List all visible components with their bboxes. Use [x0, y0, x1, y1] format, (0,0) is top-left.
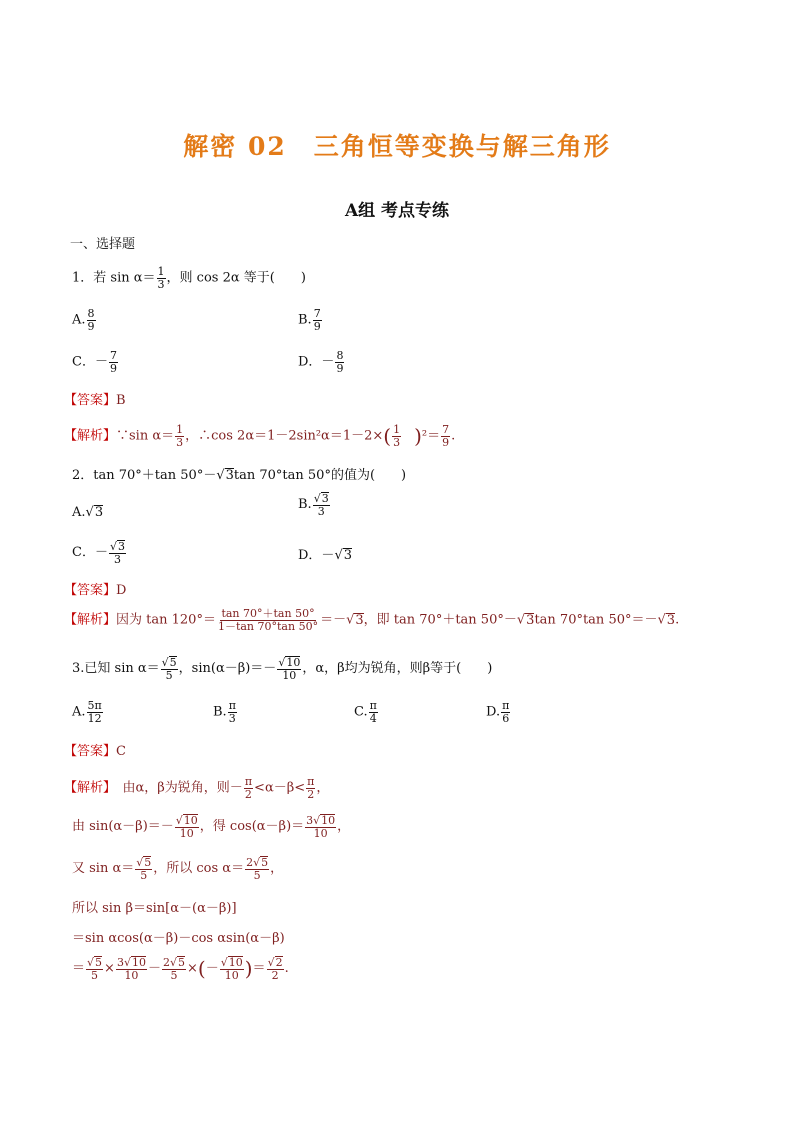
q1-analysis: 【解析】∵sin α＝ $\frac{1}{3}$ ，∴cos 2α＝1－2sin²α＝1－2×( $\frac{1}{3}$ )²＝ $\frac{7}{9}$ .: [64, 423, 456, 449]
q1-answer: 【答案】B: [64, 393, 126, 408]
question-1-stem: 1．若 sin α＝ $\frac{1}{3}$ ，则 cos 2α 等于( ): [72, 265, 306, 291]
group-heading: A组 考点专练: [344, 201, 450, 221]
q3-option-a[interactable]: A. $\frac{5\pi}{12}$: [72, 699, 102, 725]
q3-analysis-line-6: ＝ $\frac{√5}{5}$ × $\frac{3√10}{10}$ － $\frac{2√5}{5}$ ×(－ $\frac{√10}{10}$ )＝ $\frac{√2}{2}$ .: [72, 956, 289, 982]
q2-option-d[interactable]: D．－√3: [298, 548, 353, 563]
question-3-stem: 3.已知 sin α＝ $\frac{√5}{5}$ ，sin(α－β)＝－ $\frac{√10}{10}$ ，α，β均为锐角，则β等于( ): [72, 656, 493, 682]
q2-option-b[interactable]: B. $\frac{√3}{3}$: [298, 492, 329, 518]
q1-option-c[interactable]: C．－ $\frac{7}{9}$: [72, 349, 117, 375]
section-heading: 一、选择题: [70, 237, 136, 252]
q1-option-b[interactable]: B. $\frac{7}{9}$: [298, 307, 321, 333]
q2-option-a[interactable]: A.√3: [72, 505, 104, 520]
q3-analysis-line-5: ＝sin αcos(α－β)－cos αsin(α－β): [72, 931, 285, 946]
question-2-stem: 2．tan 70°＋tan 50°－√3tan 70°tan 50°的值为( ): [72, 468, 407, 483]
q2-analysis: 【解析】因为 tan 120°＝ $\frac{\tan 70^\circ+\tan 50^\circ}{1-\tan 70^\circ\tan 50^\circ}$ ＝－√3，即 tan 70°＋tan 50°－√3tan 70°tan 50°＝－√3.: [64, 607, 680, 633]
q2-option-c[interactable]: C．－ $\frac{√3}{3}$: [72, 540, 125, 566]
q3-option-d[interactable]: D. $\frac{\pi}{6}$: [486, 699, 510, 725]
q1-option-a[interactable]: A. $\frac{8}{9}$: [72, 307, 95, 333]
q1-option-d[interactable]: D．－ $\frac{8}{9}$: [298, 349, 344, 375]
q3-analysis-line-3: 又 sin α＝ $\frac{√5}{5}$ ，所以 cos α＝ $\frac{2√5}{5}$ ，: [72, 856, 284, 882]
q3-analysis-line-1: 【解析】 由α，β为锐角，则－ $\frac{\pi}{2}$ <α－β< $\frac{\pi}{2}$ ，: [64, 775, 330, 801]
q3-analysis-line-4: 所以 sin β＝sin[α－(α－β)]: [72, 901, 237, 916]
page-title: 解密 02 三角恒等变换与解三角形: [183, 132, 611, 161]
q2-answer: 【答案】D: [64, 583, 127, 598]
q3-answer: 【答案】C: [64, 744, 126, 759]
q3-option-b[interactable]: B. $\frac{\pi}{3}$: [213, 699, 236, 725]
q3-analysis-line-2: 由 sin(α－β)＝－ $\frac{√10}{10}$ ，得 cos(α－β)＝ $\frac{3√10}{10}$ ，: [72, 814, 351, 840]
q3-option-c[interactable]: C. $\frac{\pi}{4}$: [354, 699, 377, 725]
